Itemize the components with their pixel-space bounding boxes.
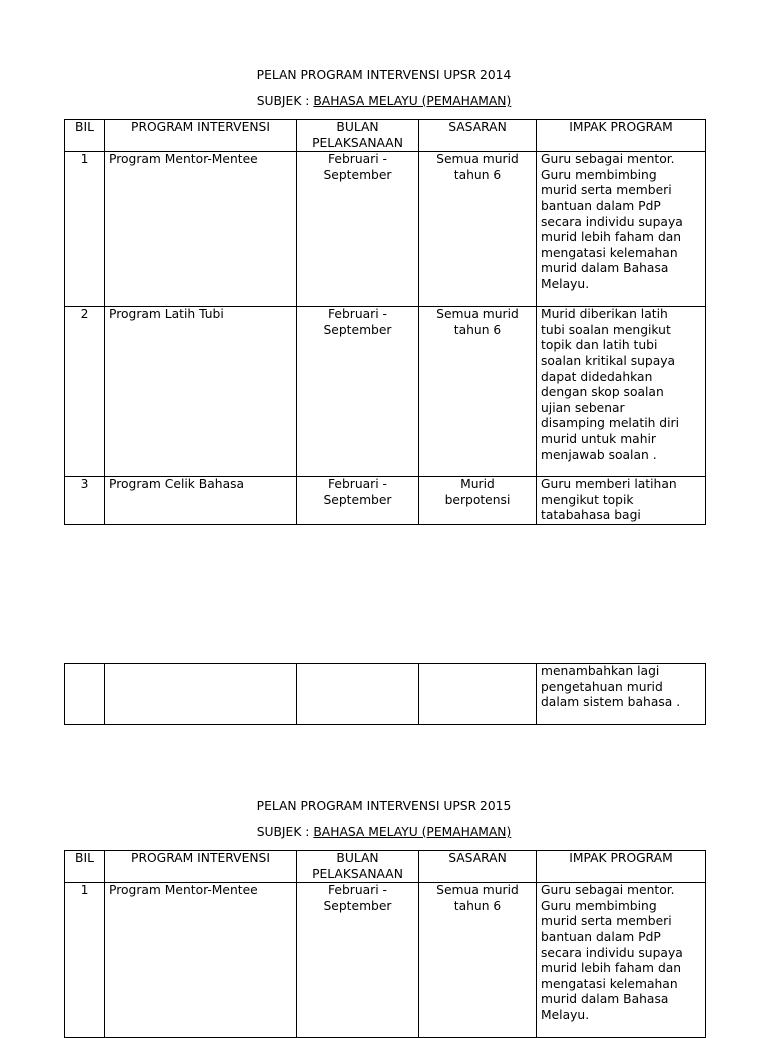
table-row bbox=[65, 307, 706, 477]
bulan-cell: Februari - September bbox=[297, 477, 419, 525]
sasaran-cell: Semua murid tahun 6 bbox=[419, 307, 537, 477]
header-program: PROGRAM INTERVENSI bbox=[105, 120, 297, 152]
intervention-table-continuation bbox=[64, 663, 706, 725]
table-row bbox=[65, 152, 706, 307]
impak-cell: Guru memberi latihan mengikut topik tatabahasa bagi bbox=[537, 477, 706, 525]
intervention-table-2014 bbox=[64, 119, 706, 525]
bil-cell: 1 bbox=[65, 883, 105, 1038]
page-title-2015: PELAN PROGRAM INTERVENSI UPSR 2015 bbox=[256, 799, 512, 813]
table-row bbox=[65, 477, 706, 525]
program-cell: Program Latih Tubi bbox=[105, 307, 297, 477]
program-cell: Program Mentor-Mentee bbox=[105, 883, 297, 1038]
header-sasaran: SASARAN bbox=[419, 120, 537, 152]
header-bulan: BULAN PELAKSANAAN bbox=[297, 851, 419, 883]
impak-cell: Guru sebagai mentor. Guru membimbing murid serta memberi bantuan dalam PdP secara individu supaya murid lebih faham dan mengatasi kelemahan murid dalam Bahasa Melayu. bbox=[537, 883, 706, 1038]
subject-value: BAHASA MELAYU (PEMAHAMAN) bbox=[313, 94, 512, 108]
sasaran-cell: Murid berpotensi bbox=[419, 477, 537, 525]
header-bulan: BULAN PELAKSANAAN bbox=[297, 120, 419, 152]
subject-label: SUBJEK : bbox=[256, 825, 314, 839]
subject-line-2015 bbox=[0, 824, 768, 840]
sasaran-cell bbox=[419, 664, 537, 725]
bil-cell: 3 bbox=[65, 477, 105, 525]
program-cell: Program Celik Bahasa bbox=[105, 477, 297, 525]
sasaran-cell: Semua murid tahun 6 bbox=[419, 152, 537, 307]
bil-cell: 2 bbox=[65, 307, 105, 477]
impak-cell: menambahkan lagi pengetahuan murid dalam sistem bahasa . bbox=[537, 664, 706, 725]
header-bil: BIL bbox=[65, 120, 105, 152]
bil-cell bbox=[65, 664, 105, 725]
header-impak: IMPAK PROGRAM bbox=[537, 851, 706, 883]
bulan-cell: Februari - September bbox=[297, 307, 419, 477]
subject-value: BAHASA MELAYU (PEMAHAMAN) bbox=[313, 825, 512, 839]
header-program: PROGRAM INTERVENSI bbox=[105, 851, 297, 883]
impak-cell: Guru sebagai mentor. Guru membimbing murid serta memberi bantuan dalam PdP secara individu supaya murid lebih faham dan mengatasi kelemahan murid dalam Bahasa Melayu. bbox=[537, 152, 706, 307]
impak-cell: Murid diberikan latih tubi soalan mengikut topik dan latih tubi soalan kritikal supaya dapat didedahkan dengan skop soalan ujian sebenar disamping melatih diri murid untuk mahir menjawab soalan . bbox=[537, 307, 706, 477]
table-row bbox=[65, 664, 706, 725]
bulan-cell bbox=[297, 664, 419, 725]
subject-line-2014 bbox=[0, 93, 768, 109]
header-impak: IMPAK PROGRAM bbox=[537, 120, 706, 152]
table-header-row bbox=[65, 120, 706, 152]
bil-cell: 1 bbox=[65, 152, 105, 307]
bulan-cell: Februari - September bbox=[297, 152, 419, 307]
header-sasaran: SASARAN bbox=[419, 851, 537, 883]
program-cell bbox=[105, 664, 297, 725]
intervention-table-2015 bbox=[64, 850, 706, 1038]
sasaran-cell: Semua murid tahun 6 bbox=[419, 883, 537, 1038]
bulan-cell: Februari - September bbox=[297, 883, 419, 1038]
subject-label: SUBJEK : bbox=[256, 94, 314, 108]
table-header-row bbox=[65, 851, 706, 883]
header-bil: BIL bbox=[65, 851, 105, 883]
program-cell: Program Mentor-Mentee bbox=[105, 152, 297, 307]
table-row bbox=[65, 883, 706, 1038]
page-title-2014: PELAN PROGRAM INTERVENSI UPSR 2014 bbox=[256, 68, 512, 82]
